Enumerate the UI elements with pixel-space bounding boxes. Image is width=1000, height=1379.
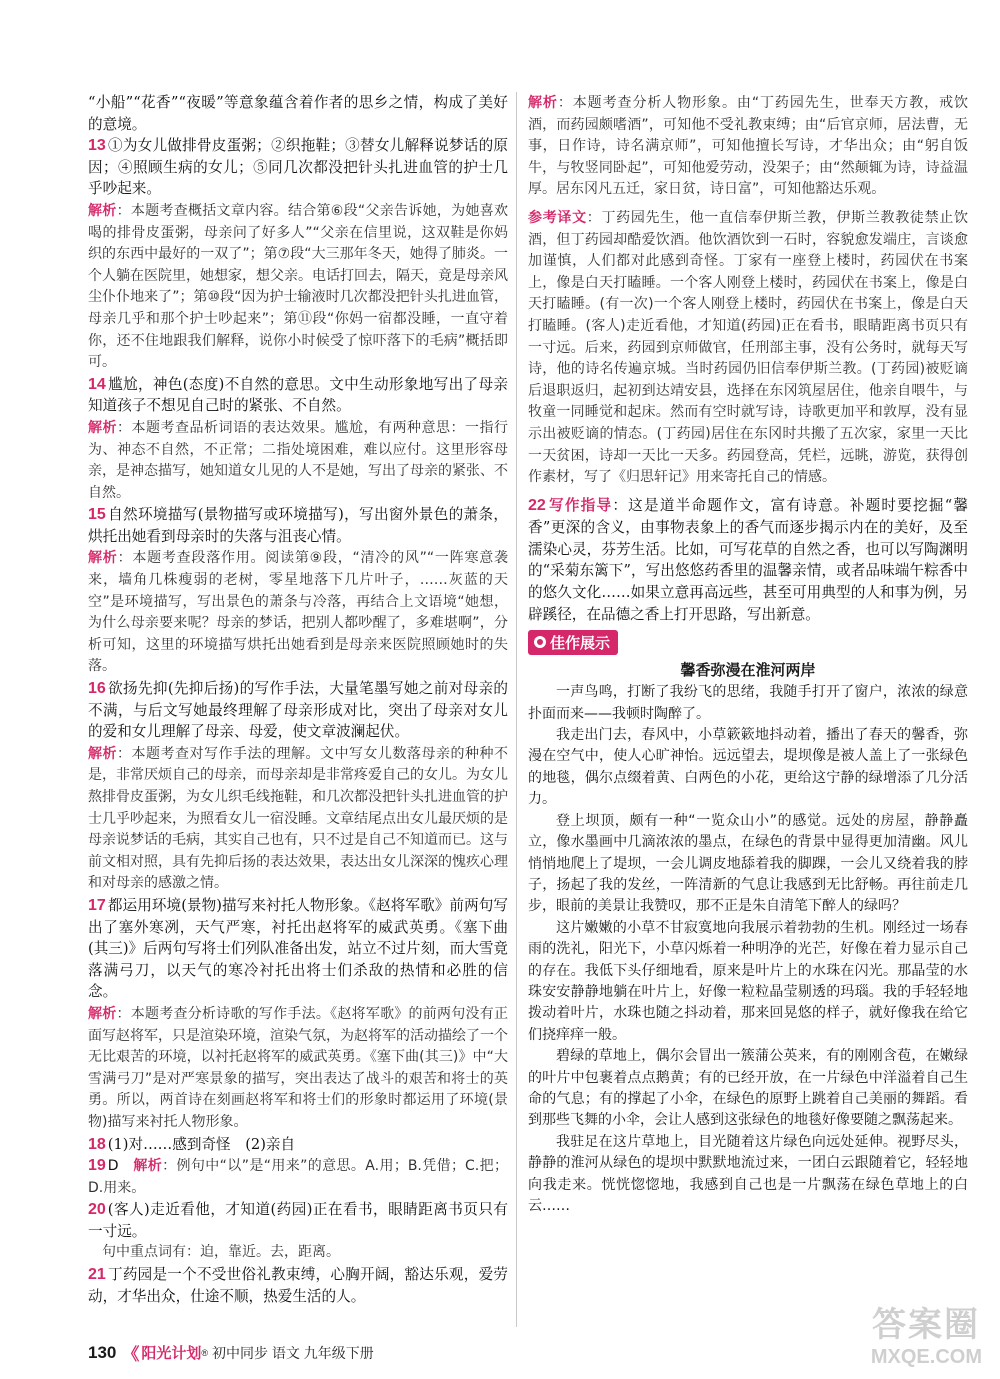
brand-name: 阳光计划 [141,1345,202,1362]
page-footer [88,1340,374,1365]
essay-paragraph: 这片嫩嫩的小草不甘寂寞地向我展示着勃勃的生机。刚经过一场春雨的洗礼，阳光下，小草闪烁着一种明净的光芒，好像在着力显示自己的存在。我低下头仔细地看，原来是叶片上的水珠在闪光。那晶莹的水珠安安静静地躺在叶片上，好像一粒粒晶莹剔透的玛瑙。我的手轻轻地拨动着叶片，水珠也随之抖动着，那来回晃悠的样子，就好像我在给它们挠痒痒一般。 [528,919,968,1043]
essay-title: 馨香弥漫在淮河两岸 [680,661,816,680]
question-21 [88,1264,508,1307]
essay-paragraph: 碧绿的草地上，偶尔会冒出一簇蒲公英来，有的刚刚含苞，在嫩绿的叶片中包裹着点点鹅黄；有的已经开放，在一片绿色中洋溢着自己生命的气息；有的撑起了小伞，在绿色的原野上跳着自己美丽的舞蹈。看到那些飞舞的小伞，会让人感到这张绿色的地毯好像要随之飘荡起来。 [528,1048,968,1129]
left-column [88,92,508,1307]
note-text: 句中重点词有：迫，靠近。去，距离。 [102,1244,340,1261]
question-19 [88,1155,508,1199]
column-divider [516,92,517,1327]
answer-text: (客人)走近看他，才知道(药园)正在看书，眼睛距离书页只有一寸远。 [88,1201,508,1240]
analysis-label: 解析 [133,1157,163,1174]
question-number: 21 [88,1266,106,1284]
answer-text: ①为女儿做排骨皮蛋粥；②织拖鞋；③替女儿解释说梦话的原因；④照顾生病的女儿；⑤同几次都没把针头扎进血管的护士几乎吵起来。 [88,137,508,198]
question-20 [88,1199,508,1264]
watermark-line2: MXQE.COM [870,1346,982,1368]
analysis-label: 解析 [528,94,558,110]
analysis-label: 解析 [88,1004,117,1021]
showcase-badge [528,630,618,655]
essay-paragraph: 登上坝顶，颇有一种“一览众山小”的感觉。远处的房屋，静静矗立，像水墨画中几滴浓浓的墨点，在绿色的背景中显得更加清幽。风儿悄悄地爬上了堤坝，一会儿调皮地舔着我的脚踝，一会儿又绕着我的脖子，扬起了我的发丝，一阵清新的气息让我感到无比舒畅。再往前走几步，眼前的美景让我赞叹，那不正是朱自清笔下醉人的绿吗？ [528,812,968,915]
question-number: 20 [88,1201,106,1219]
essay-paragraph: 我走出门去，春风中，小草簌簌地抖动着，播出了春天的馨香，弥漫在空气中，使人心旷神怡。远远望去，堤坝像是被人盖上了一张绿色的地毯，偶尔点缀着黄、白两色的小花，更给这宁静的绿增添了几分活力。 [528,727,968,808]
reference-translation [528,207,968,489]
registered-mark: ® [201,1347,209,1358]
essay-paragraph: 我驻足在这片草地上，目光随着这片绿色向远处延伸。视野尽头，静静的淮河从绿色的堤坝中默默地流过来，一团白云跟随着它，轻轻地向我走来。恍恍惚惚地，我感到自己也是一片飘荡在绿色草地上的白云…… [528,1133,968,1214]
translation-label: 参考译文 [528,208,587,225]
intro-text: “小船”“花香”“夜暖”等意象蕴含着作者的思乡之情，构成了美好的意境。 [88,94,508,133]
analysis-label: 解析 [88,418,117,435]
analysis-text: ：本题考查分析诗歌的写作手法。《赵将军歌》的前两句没有正面写赵将军，只是渲染环境，渲染气氛，为赵将军的活动描绘了一个无比艰苦的环境，以衬托赵将军的威武英勇。《塞下曲(其三)》中“大雪满弓刀”是对严寒景象的描写，突出表达了战斗的艰苦和将士的英勇。所以，两首诗在刻画赵将军和将士们的形象时都运用了环境(景物)描写来衬托人物形象。 [88,1005,508,1130]
question-number: 16 [88,680,106,698]
answer-text: (1)对……感到奇怪 (2)亲自 [107,1135,296,1153]
question-17 [88,895,508,1134]
question-16 [88,678,508,895]
question-number: 19 [88,1157,106,1175]
showcase-header [528,629,968,655]
page-number: 130 [88,1342,117,1362]
q21-analysis [528,92,968,201]
answer-text: 自然环境描写(景物描写或环境描写)，写出窗外景色的萧条，烘托出她看到母亲时的失落与沮丧心情。 [88,506,508,545]
writing-guide-label: 写作指导 [547,497,613,514]
analysis-text: ：本题考查对写作手法的理解。文中写女儿数落母亲的种种不是，非常厌烦自己的母亲，而母亲却是非常疼爱自己的女儿。为女儿熬排骨皮蛋粥，为女儿织毛线拖鞋，和几次都没把针头扎进血管的护士几乎吵起来，为照看女儿一宿没睡。文章结尾点出女儿最厌烦的是母亲说梦话的毛病，其实自己也有，只不过是自己不知道而已。这与前文相对照，具有先抑后扬的表达效果，表达出女儿深深的愧疚心理和对母亲的感激之情。 [88,745,508,892]
answer-text: 都运用环境(景物)描写来衬托人物形象。《赵将军歌》前两句写出了塞外寒冽，天气严寒，衬托出赵将军的威武英勇。《塞下曲(其三)》后两句写将士们列队准备出发，站立不过片刻，而大雪竟落满弓刀，以天气的寒冷衬托出将士们杀敌的热情和必胜的信念。 [88,896,509,1001]
essay-body [528,682,968,1217]
question-13 [88,135,508,374]
analysis-text: ：本题考查概括文章内容。结合第⑥段“父亲告诉她，为她喜欢喝的排骨皮蛋粥，母亲问了好多人”“父亲在信里说，这双鞋是你妈织的东西中最好的一双了”；第⑦段“大三那年冬天，她得了肺炎。一个人躺在医院里，她想家，想父亲。电话打回去，隔天，竟是母亲风尘仆仆地来了”；第⑩段“因为护士输液时几次都没把针头扎进血管，母亲几乎和那个护士吵起来”；第⑪段“你妈一宿都没睡，一直守着你，还不住地跟我们解释，说你小时候受了惊吓落下的毛病”概括即可。 [88,202,509,371]
analysis-text: ：本题考查品析词语的表达效果。尴尬，有两种意思：一指行为、神态不自然，不正常；二指处境困难，难以应付。这里形容母亲，是神态描写，她知道女儿见的人不是她，写出了母亲的紧张、不自然。 [88,419,508,501]
analysis-text: ：例句中“以”是“用来”的意思。A.用；B.凭借；C.把；D.用来。 [88,1158,509,1196]
answer-text: 尴尬，神色(态度)不自然的意思。文中生动形象地写出了母亲知道孩子不想见自己时的紧张、不自然。 [88,375,508,415]
translation-text: ：丁药园先生，他一直信奉伊斯兰教，伊斯兰教教徒禁止饮酒，但丁药园却酷爱饮酒。他饮酒饮到一石时，容貌愈发端庄，言谈愈加谨慎，人们都对此感到奇怪。丁家有一座登上楼时，药园伏在书案上，像是白天打瞌睡。一个客人刚登上楼时，药园伏在书案上，像是白天打瞌睡。(有一次)一个客人刚登上楼时，药园伏在书案上，像是白天打瞌睡。(客人)走近看他，才知道(药园)正在看书，眼睛距离书页只有一寸远。后来，药园到京师做官，任刑部主事，没有公务时，就每天写诗，他的诗名传遍京城。当时药园仍旧信奉伊斯兰教。(丁药园)被贬谪后退职返归，起初到达靖安县，选择在东冈筑屋居住，他亲自喂牛，与牧童一同睡觉和起床。然而有空时就写诗，诗歌更加平和敦厚，没有显示出被贬谪的情态。(丁药园)居住在东冈时共搬了五次家，家里一天比一天贫困，诗却一天比一天多。药园登高，凭栏，远眺，游览，获得创作素材，写了《归思轩记》用来寄托自己的情感。 [528,209,969,486]
analysis-text: ：本题考查段落作用。阅读第⑨段，“清冷的风”“一阵寒意袭来，墙角几株瘦弱的老树，零星地落下几片叶子，……灰蓝的天空”是环境描写，写出景色的萧条与冷落，再结合上文语境“她想，为什么母亲要来呢？母亲的梦话，把别人都吵醒了，多难堪啊”，分析可知，这里的环境描写烘托出她看到是母亲来医院照顾她时的失落。 [88,550,509,675]
question-number: 17 [88,896,106,914]
analysis-label: 解析 [88,744,117,761]
watermark-line1: 答案圈 [872,1305,980,1345]
analysis-text: ：本题考查分析人物形象。由“丁药园先生，世奉天方教，戒饮酒，而药园颇嗜酒”，可知他不受礼教束缚；由“后官京师，居法曹，无事，日作诗，诗名满京师”，可知他擅长写诗，才华出众；由“躬自饭牛，与牧竖同卧起”，可知他爱劳动，没架子；由“然颠辄为诗，诗益温厚。居东冈凡五迁，家日贫，诗日富”，可知他豁达乐观。 [528,95,968,198]
question-15 [88,504,508,678]
analysis-label: 解析 [88,201,117,218]
essay-paragraph: 一声鸟鸣，打断了我纷飞的思绪，我随手打开了窗户，浓浓的绿意扑面而来——我顿时陶醉了。 [528,684,968,722]
book-subtitle: 初中同步 语文 九年级下册 [212,1344,374,1361]
flower-icon [534,636,546,648]
question-18 [88,1134,508,1156]
showcase-label: 佳作展示 [550,634,611,652]
answer-text: 丁药园是一个不受世俗礼教束缚，心胸开阔，豁达乐观，爱劳动，才华出众，仕途不顺，热爱生活的人。 [88,1266,508,1305]
right-column [528,92,968,1217]
question-number: 14 [88,375,106,393]
question-number: 15 [88,506,106,524]
answer-text: 欲扬先抑(先抑后扬)的写作手法，大量笔墨写她之前对母亲的不满，与后文写她最终理解了母亲形成对比，突出了母亲对女儿的爱和女儿理解了母亲、母爱，使文章波澜起伏。 [88,680,508,741]
double-chevron-icon: 《 [122,1345,140,1364]
question-number: 13 [88,137,106,155]
answer-text: D [107,1158,119,1175]
analysis-label: 解析 [88,549,118,566]
writing-guide-text: ：这是道半命题作文，富有诗意。补题时要挖掘“馨香”更深的含义，由事物表象上的香气而逐步揭示内在的美好，及至濡染心灵，芬芳生活。比如，可写花草的自然之香，也可以写陶渊明的“采菊东篱下”，写出悠悠药香里的温馨亲情，或者品味端午粽香中的悠久文化……如果立意再高远些，甚至可用典型的人和事为例，另辟蹊径，在品德之香上打开思路，写出新意。 [528,496,968,623]
question-number: 18 [88,1135,106,1153]
question-number: 22 [528,496,546,514]
question-14 [88,374,508,505]
watermark-logo [816,1297,986,1371]
question-22 [528,495,968,626]
